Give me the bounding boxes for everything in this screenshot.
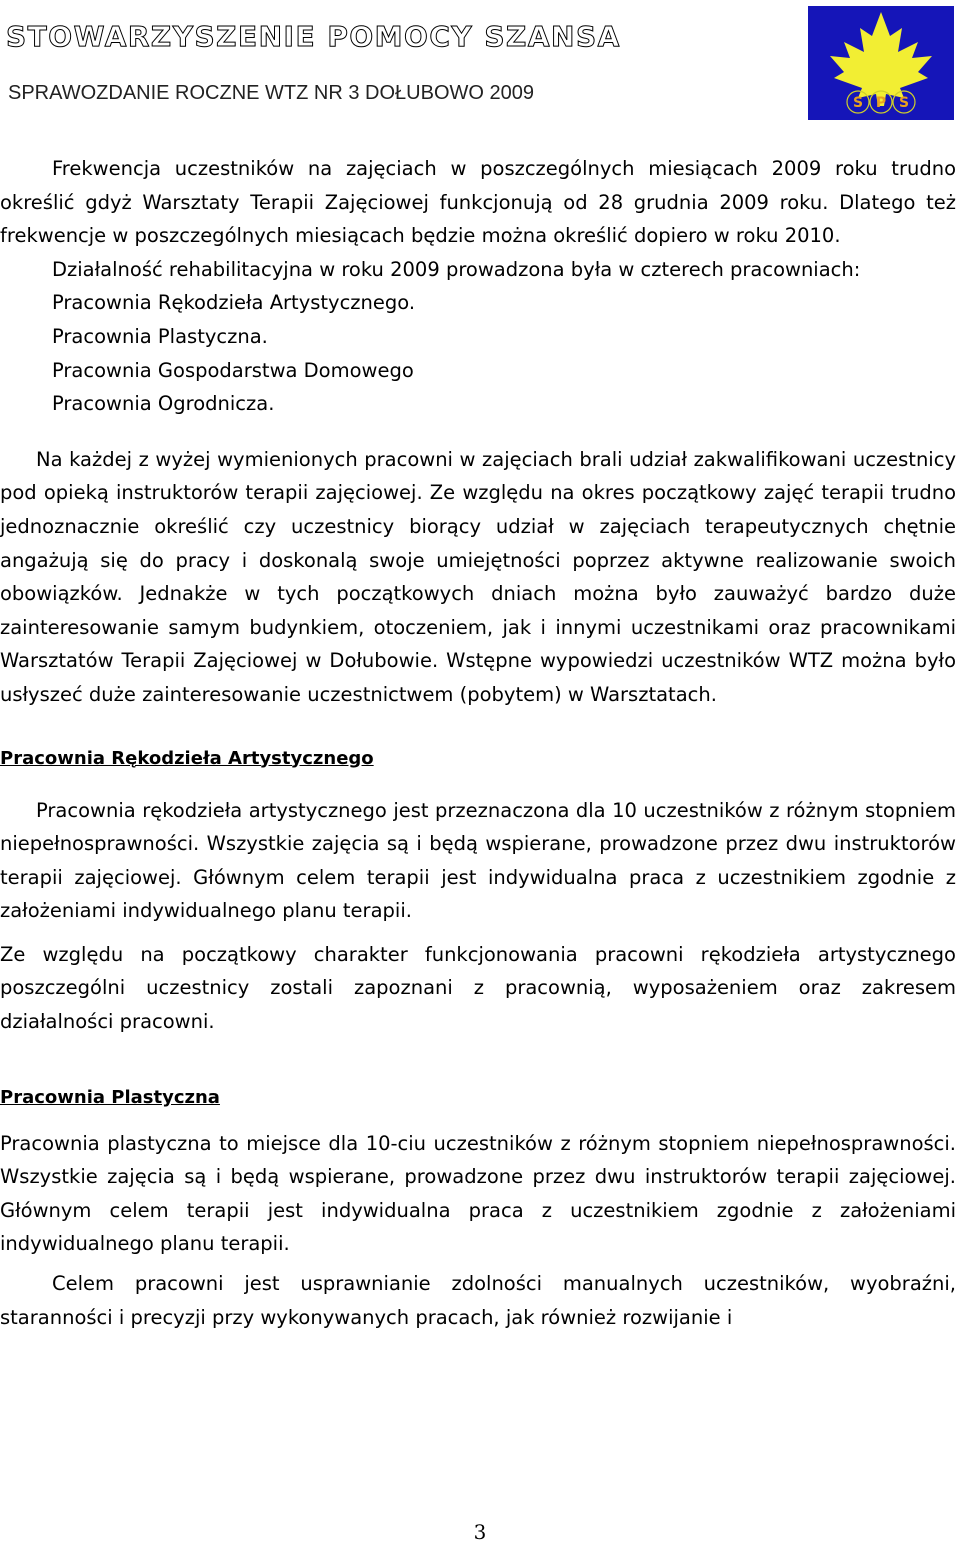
intro-paragraph-workshops: Działalność rehabilitacyjna w roku 2009 prowadzona była w czterech pracowniach: [52, 257, 861, 281]
art-paragraph-2: Celem pracowni jest usprawnianie zdolności manualnych uczestników, wyobraźni, staranności i precyzji przy wykonywanych pracach, jak również rozwijanie i [0, 1272, 956, 1329]
handicraft-paragraph-2: Ze względu na początkowy charakter funkcjonowania pracowni rękodzieła artystycznego poszczególni uczestnicy zostali zapoznani z pracownią, wyposażeniem oraz zakresem działalności pracowni. [0, 942, 956, 1034]
list-item: Pracownia Ogrodnicza. [52, 392, 275, 416]
logo-letter: S [898, 95, 910, 111]
handicraft-paragraph-1: Pracownia rękodzieła artystycznego jest przeznaczona dla 10 uczestników z różnym stopniem niepełnosprawności. Wszystkie zajęcia są i będą wspierane, prowadzone przez dwu instruktorów terapii zajęciowej. Głównym celem terapii jest indywidualna praca z uczestnikiem zgodnie z założeniami indywidualnego planu terapii. [0, 798, 956, 923]
list-item: Pracownia Rękodzieła Artystycznego. [52, 291, 416, 315]
intro-paragraph-attendance: Frekwencja uczestników na zajęciach w poszczególnych miesiącach 2009 roku trudno określić gdyż Warsztaty Terapii Zajęciowej funkcjonują od 28 grudnia 2009 roku. Dlatego też frekwencje w poszczególnych miesiącach będzie można określić dopiero w roku 2010. [0, 157, 956, 248]
art-paragraph-1: Pracownia plastyczna to miejsce dla 10-ciu uczestników z różnym stopniem niepełnosprawności. Wszystkie zajęcia są i będą wspierane, prowadzone przez dwu instruktorów terapii zajęciowej. Głównym celem terapii jest indywidualna praca z uczestnikiem zgodnie z założeniami indywidualnego planu terapii. [0, 1131, 956, 1256]
section-heading-handicraft: Pracownia Rękodzieła Artystycznego [0, 747, 374, 769]
organization-name: STOWARZYSZENIE POMOCY SZANSA [6, 20, 621, 53]
intro-paragraph-participants: Na każdej z wyżej wymienionych pracowni w zajęciach brali udział zakwalifikowani uczestnicy pod opieką instruktorów terapii zajęciowej. Ze względu na okres początkowy zajęć terapii trudno jednoznacznie określić czy uczestnicy biorący udział w zajęciach terapeutycznych chętnie angażują się do pracy i doskonalą swoje umiejętności poprzez aktywne realizowanie swoich obowiązków. Jednakże w tych początkowych dniach można było zauważyć bardzo duże zainteresowanie samym budynkiem, otoczeniem, jak i innymi uczestnikami oraz pracownikami Warsztatów Terapii Zajęciowej w Dołubowie. Wstępne wypowiedzi uczestników WTZ można było usłyszeć duże zainteresowanie uczestnictwem (pobytem) w Warsztatach. [0, 447, 956, 706]
page-number: 3 [473, 1520, 487, 1544]
sps-logo-icon [808, 6, 954, 120]
report-title: SPRAWOZDANIE ROCZNE WTZ NR 3 DOŁUBOWO 2009 [8, 82, 534, 104]
document-body [0, 152, 956, 1334]
list-item: Pracownia Plastyczna. [52, 324, 268, 348]
list-item: Pracownia Gospodarstwa Domowego [52, 358, 414, 382]
logo-letter: S [852, 95, 864, 111]
section-heading-art: Pracownia Plastyczna [0, 1086, 220, 1108]
workshop-list [0, 286, 956, 420]
logo-letter: P [875, 95, 887, 111]
